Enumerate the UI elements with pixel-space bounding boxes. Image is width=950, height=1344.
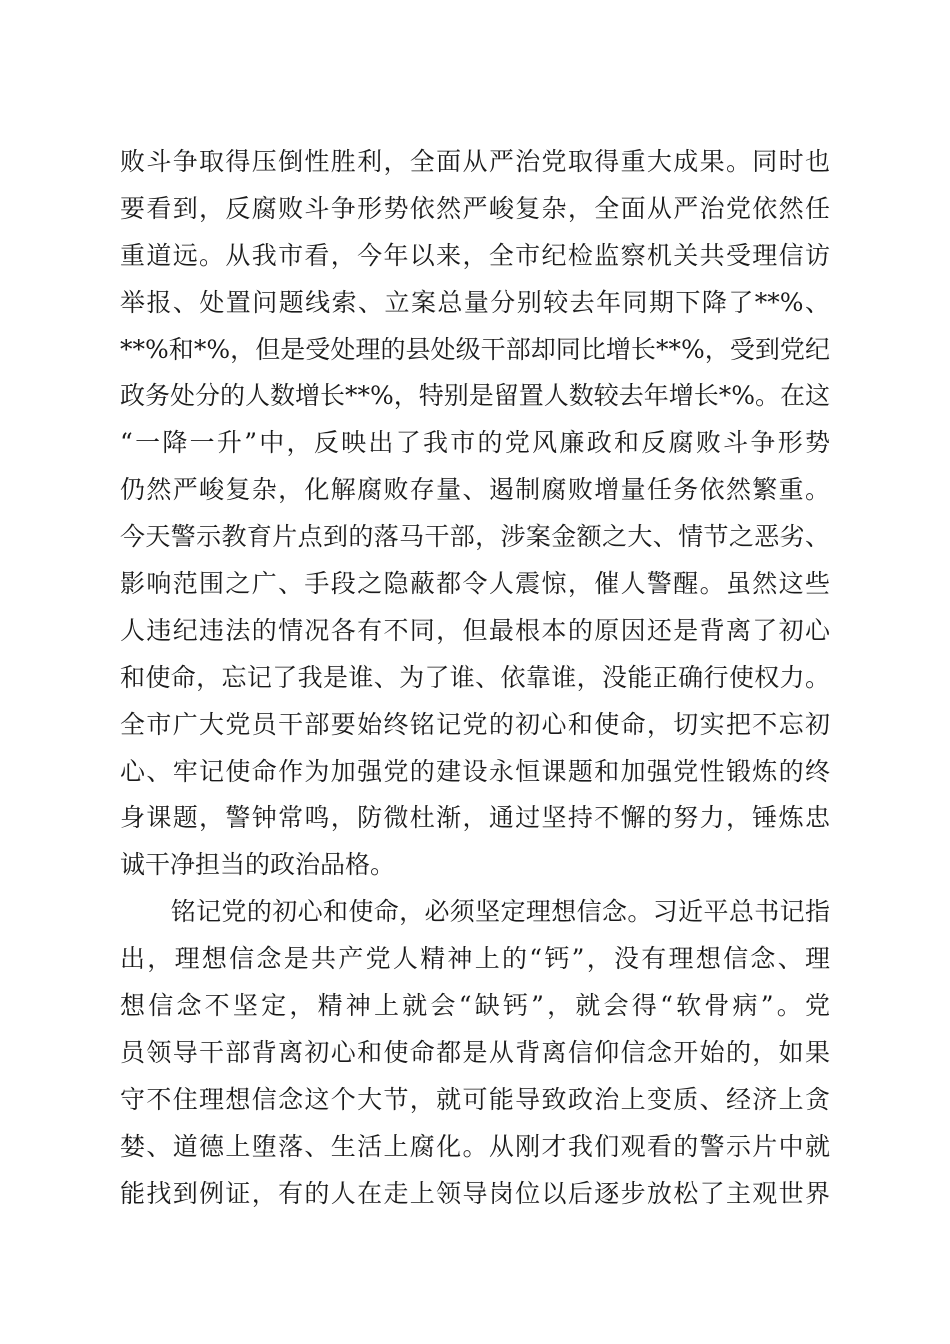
text-line: 诚干净担当的政治品格。 [120, 850, 396, 880]
text-line: 身课题，警钟常鸣，防微杜渐，通过坚持不懈的努力，锤炼忠 [120, 803, 830, 833]
text-line: 仍然严峻复杂，化解腐败存量、遏制腐败增量任务依然繁重。 [120, 475, 830, 505]
text-line: 影响范围之广、手段之隐蔽都令人震惊，催人警醒。虽然这些 [120, 569, 830, 599]
text-line: “一降一升”中，反映出了我市的党风廉政和反腐败斗争形势 [120, 428, 830, 458]
text-line: 出，理想信念是共产党人精神上的“钙”，没有理想信念、理 [120, 944, 830, 974]
text-line: 想信念不坚定，精神上就会“缺钙”，就会得“软骨病”。党 [120, 991, 830, 1021]
text-line: **%和*%，但是受处理的县处级干部却同比增长**%，受到党纪 [120, 334, 830, 364]
text-line: 婪、道德上堕落、生活上腐化。从刚才我们观看的警示片中就 [120, 1131, 830, 1161]
text-line: 铭记党的初心和使命，必须坚定理想信念。习近平总书记指 [120, 897, 830, 927]
text-line: 员领导干部背离初心和使命都是从背离信仰信念开始的，如果 [120, 1037, 830, 1067]
text-line: 人违纪违法的情况各有不同，但最根本的原因还是背离了初心 [120, 615, 830, 645]
text-line: 心、牢记使命作为加强党的建设永恒课题和加强党性锻炼的终 [120, 756, 830, 786]
text-line: 和使命，忘记了我是谁、为了谁、依靠谁，没能正确行使权力。 [120, 662, 830, 692]
text-line: 政务处分的人数增长**%，特别是留置人数较去年增长*%。在这 [120, 381, 830, 411]
text-line: 举报、处置问题线索、立案总量分别较去年同期下降了**%、 [120, 287, 830, 317]
text-line: 重道远。从我市看，今年以来，全市纪检监察机关共受理信访 [120, 240, 830, 270]
text-line: 全市广大党员干部要始终铭记党的初心和使命，切实把不忘初 [120, 709, 830, 739]
text-line: 要看到，反腐败斗争形势依然严峻复杂，全面从严治党依然任 [120, 193, 830, 223]
text-line: 守不住理想信念这个大节，就可能导致政治上变质、经济上贪 [120, 1084, 830, 1114]
text-line: 今天警示教育片点到的落马干部，涉案金额之大、情节之恶劣、 [120, 522, 830, 552]
body-text [120, 139, 830, 1217]
text-line: 败斗争取得压倒性胜利，全面从严治党取得重大成果。同时也 [120, 147, 830, 176]
text-line: 能找到例证，有的人在走上领导岗位以后逐步放松了主观世界 [120, 1178, 830, 1208]
